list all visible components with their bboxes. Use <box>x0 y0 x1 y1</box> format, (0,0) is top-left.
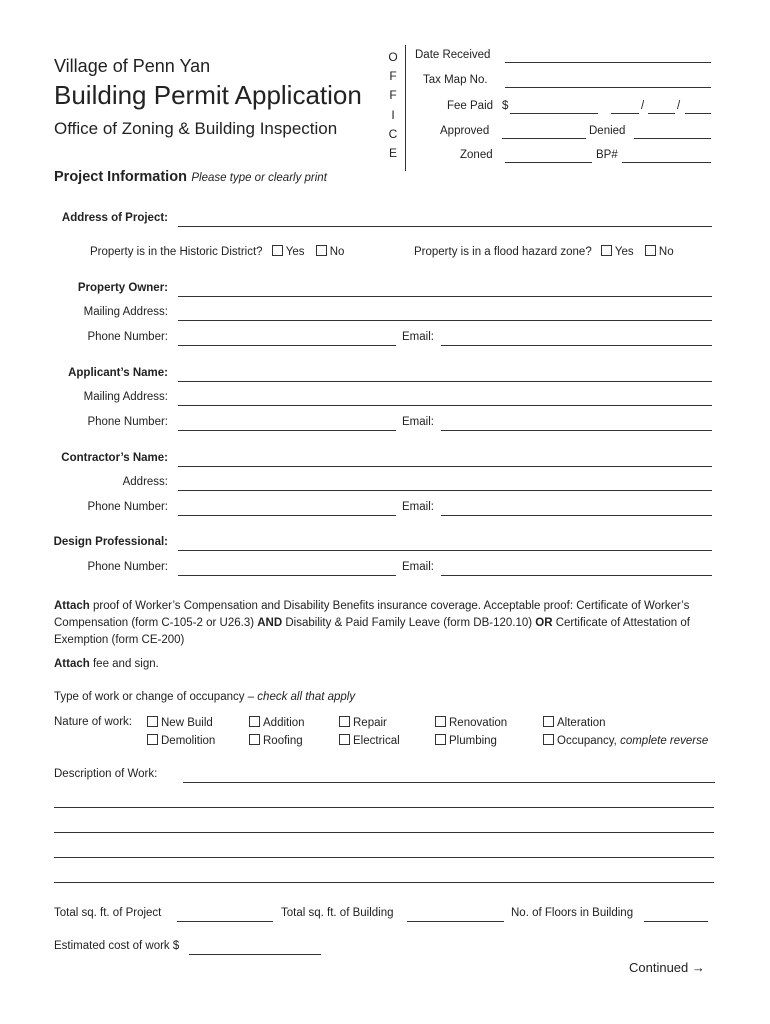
design-professional-label: Design Professional: <box>53 536 168 548</box>
owner-email-label: Email: <box>402 331 434 343</box>
office-divider <box>405 45 406 171</box>
estimated-cost-field[interactable] <box>189 953 321 955</box>
owner-email-field[interactable] <box>441 344 712 346</box>
contractor-email-label: Email: <box>402 501 434 513</box>
no-label: No <box>658 246 674 258</box>
checkbox[interactable] <box>249 734 260 745</box>
occupancy-note: complete reverse <box>620 735 709 747</box>
contractor-email-field[interactable] <box>441 514 712 516</box>
office-letter: F <box>389 69 397 84</box>
option-label: Repair <box>353 717 387 729</box>
type-note: check all that apply <box>257 691 356 703</box>
zoned-label: Zoned <box>460 149 493 161</box>
fee-instructions <box>54 658 159 670</box>
floors-field[interactable] <box>644 920 708 922</box>
fee-date-month[interactable] <box>611 112 639 114</box>
fee-date-year[interactable] <box>685 112 711 114</box>
yes-label: Yes <box>614 246 634 258</box>
design-professional-field[interactable] <box>178 549 712 551</box>
checkbox[interactable] <box>339 716 350 727</box>
fee-date-day[interactable] <box>648 112 675 114</box>
contractor-name-label: Contractor’s Name: <box>61 452 168 464</box>
applicant-email-label: Email: <box>402 416 434 428</box>
section-heading: Project Information <box>54 169 187 185</box>
date-slash: / <box>677 100 681 112</box>
type-of-work-label <box>54 691 355 703</box>
applicant-email-field[interactable] <box>441 429 712 431</box>
applicant-phone-field[interactable] <box>178 429 396 431</box>
approved-label: Approved <box>440 125 490 137</box>
fee-paid-dollar: $ <box>502 100 509 112</box>
attach-text: Disability & Paid Family Leave (form DB-120.10) <box>282 617 536 629</box>
insurance-instructions <box>54 598 714 649</box>
nature-of-work-label: Nature of work: <box>54 716 132 728</box>
sqft-project-field[interactable] <box>177 920 273 922</box>
historic-district-row <box>90 245 344 258</box>
attach-text: proof of Worker’s Compensation and Disability Benefits insurance coverage. Acceptable proof: Certificate of Worker’s Compensation (form C-105-2 or U26.3) <box>54 600 690 629</box>
contractor-address-field[interactable] <box>178 489 712 491</box>
description-line[interactable] <box>54 881 714 883</box>
fee-paid-field[interactable] <box>510 112 598 114</box>
address-of-project-label: Address of Project: <box>61 212 168 224</box>
option-label: Demolition <box>161 735 216 747</box>
option-label: Occupancy, <box>557 735 617 747</box>
date-received-field[interactable] <box>505 61 711 63</box>
approved-field[interactable] <box>502 137 586 139</box>
description-line[interactable] <box>54 831 714 833</box>
bp-field[interactable] <box>622 161 711 163</box>
office-name: Office of Zoning & Building Inspection <box>54 119 338 138</box>
attach-bold: Attach <box>54 658 90 670</box>
office-letter: E <box>388 146 397 161</box>
option-label: Roofing <box>263 735 303 747</box>
attach-bold: Attach <box>54 600 90 612</box>
historic-yes-checkbox[interactable] <box>272 245 283 256</box>
yes-label: Yes <box>285 246 305 258</box>
office-vertical-label <box>384 48 402 163</box>
contractor-phone-field[interactable] <box>178 514 396 516</box>
estimated-cost-label: Estimated cost of work $ <box>54 940 180 952</box>
denied-label: Denied <box>589 125 626 137</box>
description-line[interactable] <box>54 806 714 808</box>
date-received-label: Date Received <box>415 49 491 61</box>
checkbox[interactable] <box>249 716 260 727</box>
flood-zone-row <box>414 245 674 258</box>
design-phone-label: Phone Number: <box>87 561 168 573</box>
zoned-field[interactable] <box>505 161 592 163</box>
property-owner-field[interactable] <box>178 295 712 297</box>
owner-phone-field[interactable] <box>178 344 396 346</box>
bp-label: BP# <box>596 149 618 161</box>
historic-no-checkbox[interactable] <box>316 245 327 256</box>
option-label: New Build <box>161 717 213 729</box>
option-label: Electrical <box>353 735 400 747</box>
option-label: Alteration <box>557 717 606 729</box>
address-of-project-field[interactable] <box>178 225 712 227</box>
design-phone-field[interactable] <box>178 574 396 576</box>
and-bold: AND <box>257 617 283 629</box>
sqft-building-field[interactable] <box>407 920 504 922</box>
option-repair[interactable] <box>339 716 387 729</box>
option-roofing[interactable] <box>249 734 303 747</box>
office-letter: O <box>388 50 398 64</box>
project-info-heading <box>54 168 327 186</box>
contractor-name-field[interactable] <box>178 465 712 467</box>
contractor-phone-label: Phone Number: <box>87 501 168 513</box>
flood-yes-checkbox[interactable] <box>601 245 612 256</box>
option-occupancy[interactable] <box>543 734 708 747</box>
property-owner-label: Property Owner: <box>77 282 168 294</box>
floors-label: No. of Floors in Building <box>511 907 634 919</box>
checkbox[interactable] <box>147 734 158 745</box>
design-email-label: Email: <box>402 561 434 573</box>
page-title: Building Permit Application <box>54 80 362 110</box>
description-line[interactable] <box>183 781 715 783</box>
type-label: Type of work or change of occupancy – <box>54 691 258 703</box>
fee-paid-label: Fee Paid <box>447 100 494 112</box>
tax-map-field[interactable] <box>505 86 711 88</box>
description-of-work-label: Description of Work: <box>54 768 158 780</box>
village-name: Village of Penn Yan <box>54 56 211 76</box>
checkbox[interactable] <box>147 716 158 727</box>
contractor-address-label: Address: <box>122 476 168 488</box>
sqft-building-label: Total sq. ft. of Building <box>281 907 394 919</box>
date-slash: / <box>641 100 645 112</box>
applicant-name-label: Applicant’s Name: <box>68 367 168 379</box>
description-line[interactable] <box>54 856 714 858</box>
attach-text: fee and sign. <box>89 658 159 670</box>
checkbox[interactable] <box>543 734 554 745</box>
option-label: Addition <box>263 717 305 729</box>
option-renovation[interactable] <box>435 716 507 729</box>
checkbox[interactable] <box>435 734 446 745</box>
denied-field[interactable] <box>634 137 711 139</box>
office-letter: F <box>389 88 397 103</box>
option-electrical[interactable] <box>339 734 400 747</box>
design-email-field[interactable] <box>441 574 712 576</box>
option-new-build[interactable] <box>147 716 213 729</box>
checkbox[interactable] <box>339 734 350 745</box>
checkbox[interactable] <box>435 716 446 727</box>
historic-question: Property is in the Historic District? <box>90 246 263 258</box>
applicant-name-field[interactable] <box>178 380 712 382</box>
option-plumbing[interactable] <box>435 734 497 747</box>
sqft-project-label: Total sq. ft. of Project <box>54 907 162 919</box>
flood-no-checkbox[interactable] <box>645 245 656 256</box>
owner-mailing-field[interactable] <box>178 319 712 321</box>
flood-question: Property is in a flood hazard zone? <box>414 246 592 258</box>
section-note: Please type or clearly print <box>191 172 327 184</box>
option-demolition[interactable] <box>147 734 215 747</box>
option-alteration[interactable] <box>543 716 606 729</box>
option-label: Plumbing <box>449 735 497 747</box>
tax-map-label: Tax Map No. <box>423 74 488 86</box>
office-letter: C <box>388 126 398 141</box>
owner-mailing-label: Mailing Address: <box>83 306 168 318</box>
attach-text: Certificate of Attestation of Exemption (form CE-200) <box>54 617 690 646</box>
applicant-mailing-field[interactable] <box>178 404 712 406</box>
applicant-mailing-label: Mailing Address: <box>83 391 168 403</box>
no-label: No <box>329 246 345 258</box>
office-letter: I <box>391 107 395 122</box>
or-bold: OR <box>535 617 553 629</box>
checkbox[interactable] <box>543 716 554 727</box>
owner-phone-label: Phone Number: <box>87 331 168 343</box>
option-addition[interactable] <box>249 716 305 729</box>
applicant-phone-label: Phone Number: <box>87 416 168 428</box>
option-label: Renovation <box>449 717 508 729</box>
continued-label: Continued → <box>629 960 705 975</box>
